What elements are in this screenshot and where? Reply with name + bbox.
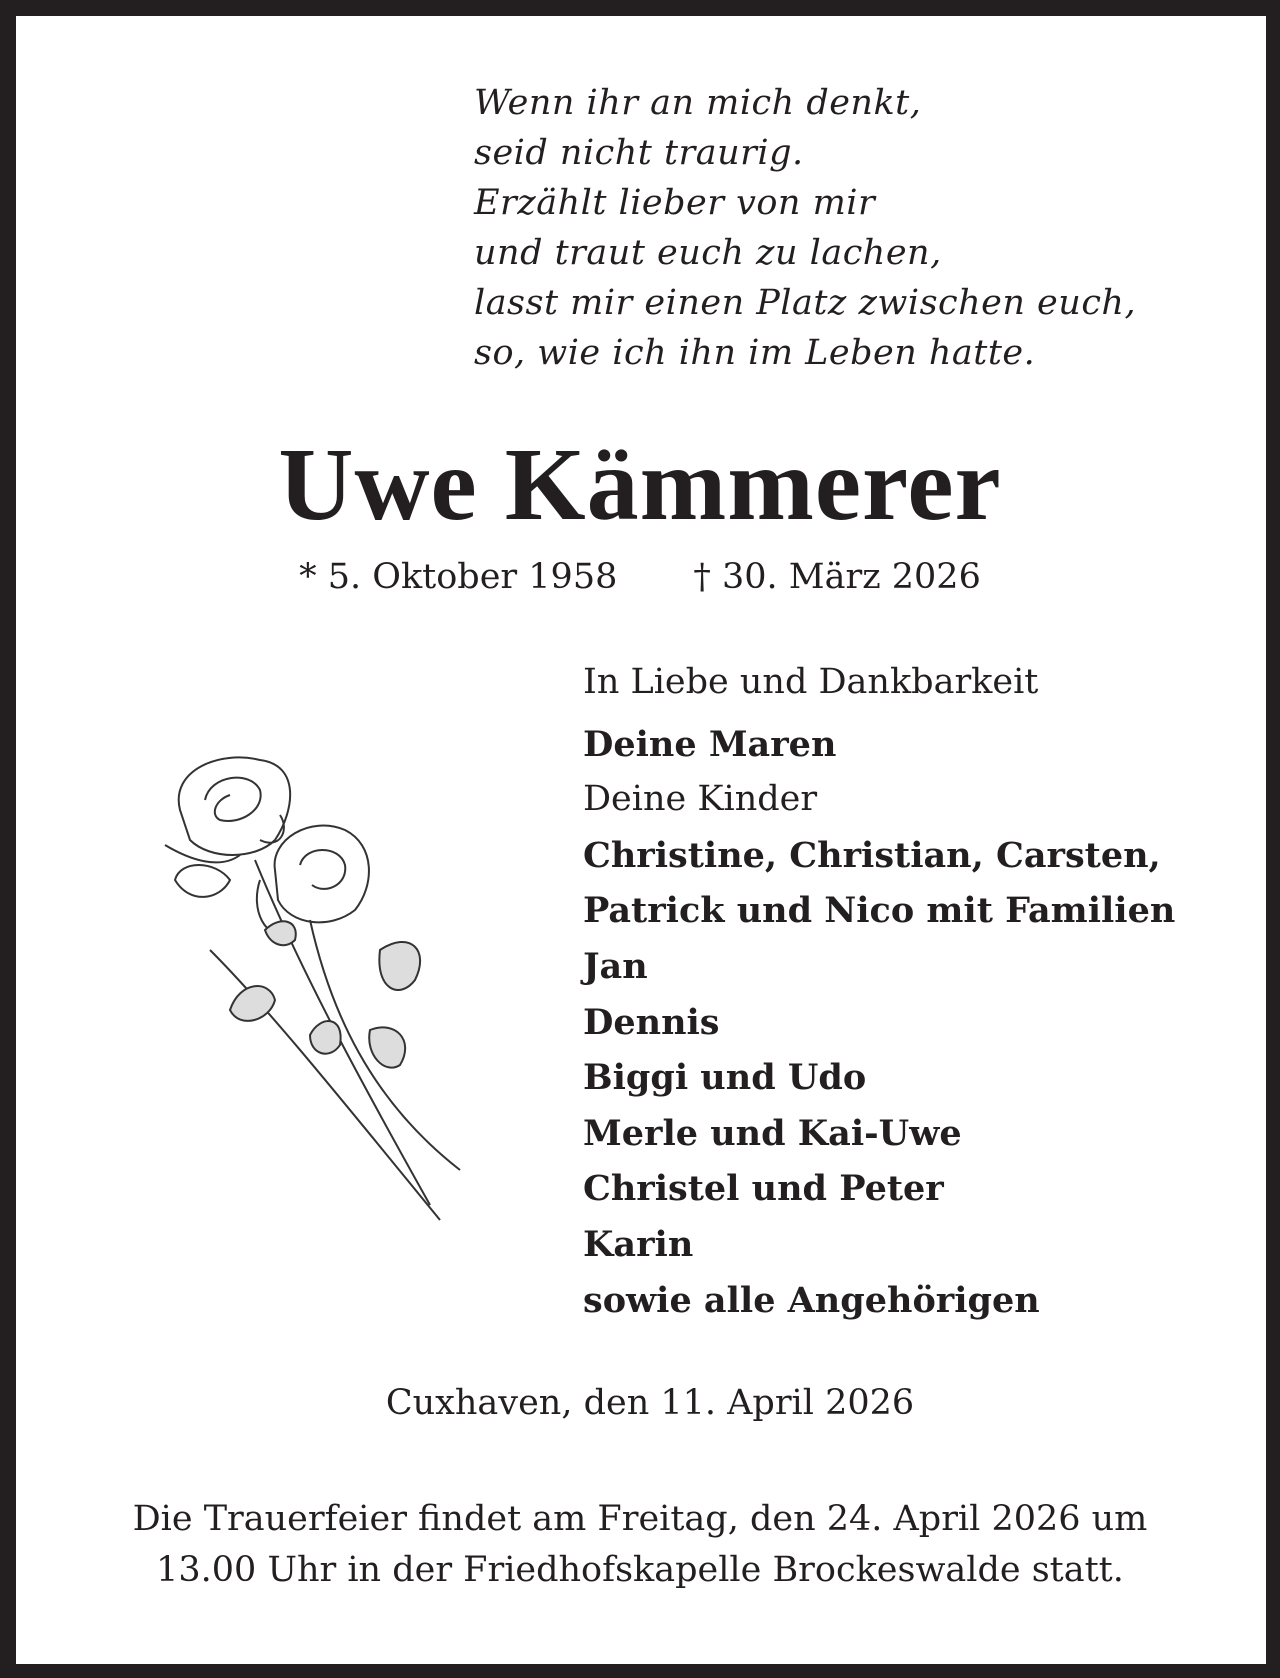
mourner-line: Jan [583, 945, 648, 987]
rose-leaves [230, 921, 420, 1067]
mourners-intro: In Liebe und Dankbarkeit [583, 662, 1039, 702]
mourner-line: Merle und Kai-Uwe [583, 1112, 962, 1154]
life-dates [0, 552, 1280, 602]
mourner-line: Christine, Christian, Carsten, [583, 834, 1161, 876]
service-info [0, 1494, 1280, 1596]
poem-line: Erzählt lieber von mir [474, 183, 876, 223]
birth-date: * 5. Oktober 1958 [299, 557, 618, 597]
poem-line: Wenn ihr an mich denkt, [474, 83, 922, 123]
place-date: Cuxhaven, den 11. April 2026 [385, 1383, 915, 1423]
mourner-line: Karin [583, 1223, 694, 1265]
mourner-line: Biggi und Udo [583, 1057, 867, 1099]
poem-line: so, wie ich ihn im Leben hatte. [474, 333, 1036, 373]
mourner-line: Christel und Peter [583, 1168, 944, 1210]
mourner-line: Dennis [583, 1001, 720, 1043]
poem-line: lasst mir einen Platz zwischen euch, [474, 283, 1137, 323]
mourners-list [583, 655, 1175, 1328]
poem [474, 78, 1136, 378]
roses-illustration [160, 750, 485, 1250]
mourner-line: sowie alle Angehörigen [583, 1279, 1040, 1321]
service-line: 13.00 Uhr in der Friedhofskapelle Brockeswalde statt. [156, 1550, 1124, 1590]
poem-line: seid nicht traurig. [474, 133, 804, 173]
mourner-line: Deine Maren [583, 723, 837, 765]
rose-bud [175, 865, 230, 897]
mourner-line: Deine Kinder [583, 779, 818, 820]
deceased-name: Uwe Kämmerer [278, 427, 1002, 542]
rose-flower-top [165, 757, 290, 862]
death-date: † 30. März 2026 [693, 557, 981, 597]
mourner-line: Patrick und Nico mit Familien [583, 890, 1176, 932]
poem-line: und traut euch zu lachen, [474, 233, 942, 273]
service-line: Die Trauerfeier findet am Freitag, den 24. April 2026 um [132, 1499, 1148, 1539]
